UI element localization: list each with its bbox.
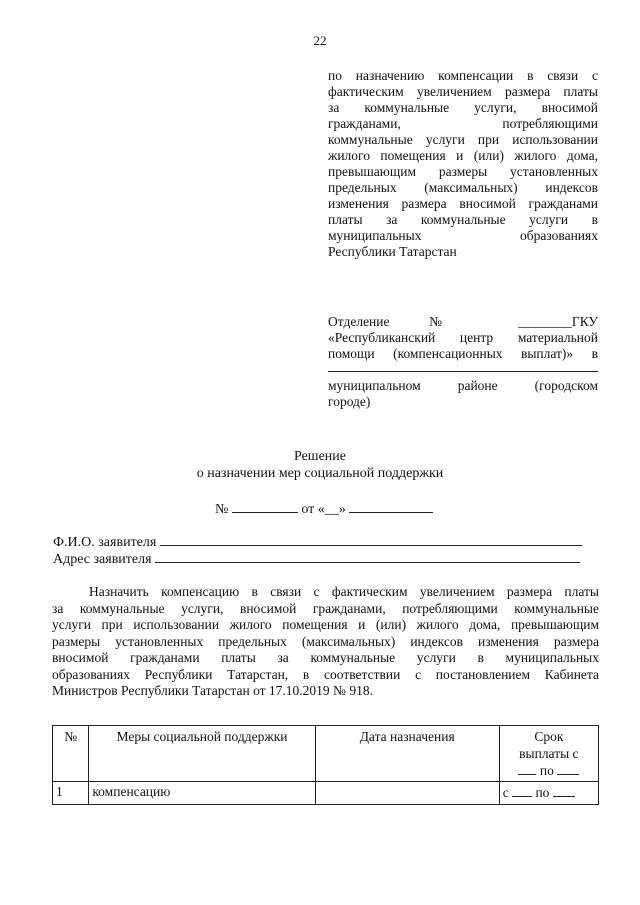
addressee-line: городе) (328, 394, 371, 409)
header-period-from-blank (518, 762, 536, 775)
applicant-name-field[interactable] (160, 533, 582, 546)
header-line: муниципальных образованиях (328, 228, 598, 243)
header-period-line1: Срок (534, 729, 564, 744)
row-period-to-field[interactable] (553, 784, 575, 797)
header-period-to-blank (557, 762, 579, 775)
addressee-line: помощи (компенсационных выплат)» в (328, 346, 598, 361)
header-line: жилого помещения и (или) жилого дома, (328, 148, 598, 163)
applicant-name-label: Ф.И.О. заявителя (53, 535, 157, 550)
decision-body-text (52, 584, 599, 700)
header-line: фактическим увеличением размера платы (328, 84, 598, 99)
body-line: услуги при использовании жилого помещения и (или) жилого дома, превышающим (52, 617, 599, 632)
decision-number-line (215, 499, 433, 518)
row-date-cell[interactable] (315, 782, 499, 805)
header-reference-block (328, 68, 598, 260)
row-period-from-label: с (502, 785, 509, 800)
body-line: за коммунальные услуги, вносимой гражданами, потребляющими коммунальные (52, 600, 599, 616)
body-line: образованиях Республики Татарстан, в соответствии с постановлением Кабинета (52, 666, 599, 682)
header-line: платы за коммунальные услуги в (328, 212, 598, 227)
header-date: Дата назначения (315, 726, 499, 782)
header-line: по назначению компенсации в связи с (328, 68, 598, 83)
applicant-name-row (53, 533, 582, 551)
header-period (499, 726, 598, 782)
applicant-address-row (53, 550, 580, 568)
addressee-block (328, 314, 598, 410)
document-title: Решение (293, 449, 346, 464)
header-measures: Меры социальной поддержки (89, 726, 315, 782)
header-period-line2: выплаты с (519, 746, 579, 761)
number-sign: № (215, 502, 229, 517)
body-line: Министров Республики Татарстан от 17.10.2019 № 918. (52, 683, 373, 698)
body-line: вносимой гражданами платы за коммунальные услуги в муниципальных (52, 650, 599, 665)
addressee-line: Отделение № ________ГКУ (328, 314, 598, 329)
addressee-line: муниципальном районе (городском (328, 378, 598, 393)
header-line: гражданами, потребляющими (328, 116, 598, 131)
date-from-label: от «__» (301, 502, 346, 517)
header-line: предельных (максимальных) индексов (328, 180, 598, 195)
row-measure: компенсацию (89, 782, 315, 805)
row-period (499, 782, 598, 805)
header-line: превышающим размеры установленных (328, 164, 598, 179)
page-number: 22 (313, 33, 327, 48)
header-num: № (53, 726, 89, 782)
row-period-to-label: по (535, 785, 550, 800)
header-line: за коммунальные услуги, вносимой (328, 100, 598, 115)
header-line: изменения размера вносимой гражданами (328, 196, 598, 211)
table-row (53, 782, 599, 805)
body-line: Назначить компенсацию в связи с фактическим увеличением размера платы (89, 584, 599, 599)
document-subtitle: о назначении мер социальной поддержки (196, 466, 444, 481)
addressee-line: «Республиканский центр материальной (328, 330, 598, 345)
decision-number-field[interactable] (232, 499, 298, 513)
district-blank-field[interactable] (328, 371, 598, 372)
header-period-po: по (539, 763, 554, 778)
row-num: 1 (53, 782, 89, 805)
table-header-row (53, 726, 599, 782)
header-line: коммунальные услуги при использовании (328, 132, 598, 147)
header-line: Республики Татарстан (328, 244, 457, 259)
applicant-address-label: Адрес заявителя (53, 552, 152, 567)
row-period-from-field[interactable] (512, 784, 532, 797)
header-period-range (503, 762, 595, 779)
applicant-address-field[interactable] (155, 550, 580, 563)
decision-date-field[interactable] (349, 499, 433, 513)
body-line: размеры установленных предельных (максимальных) индексов изменения размера (52, 633, 599, 649)
measures-table (52, 725, 599, 805)
